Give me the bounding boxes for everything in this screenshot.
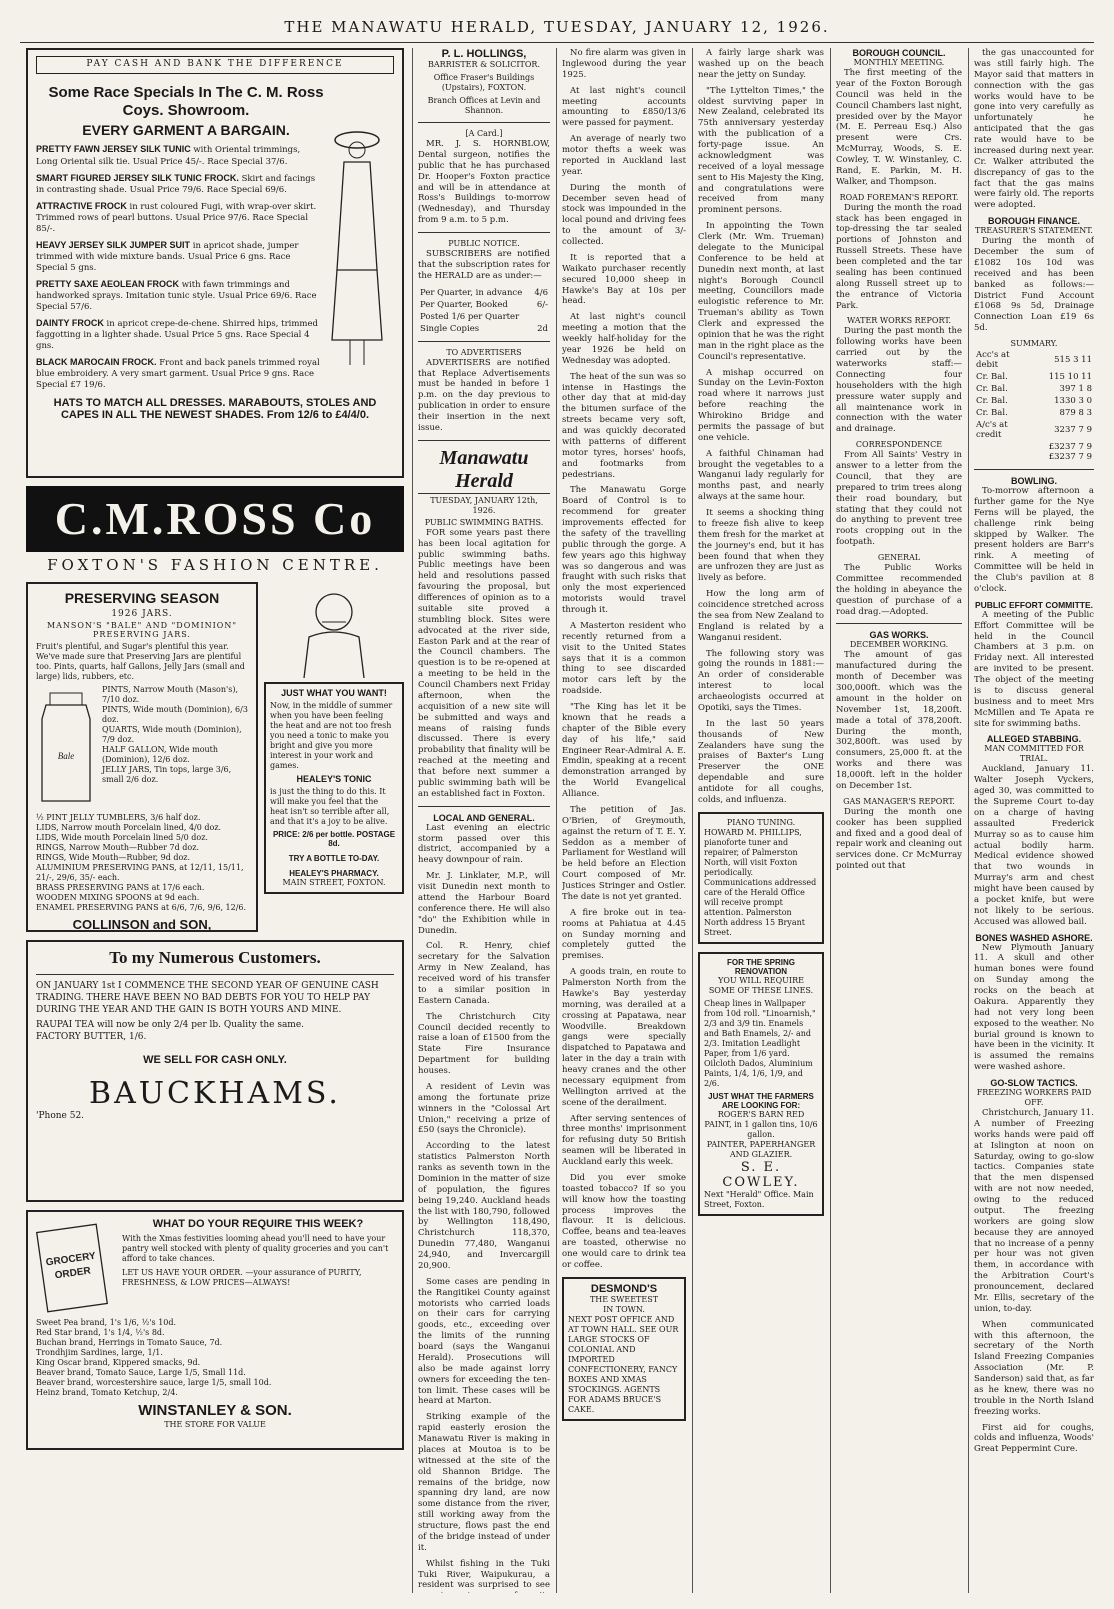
tuning-ad [698, 812, 824, 944]
news-paragraph: It is reported that a Waikato purchaser recently secured 10,000 sheep in Hawke's Bay at 10s per head. [562, 252, 686, 307]
news-paragraph: A faithful Chinaman had brought the vegetables to a Wanganui lady regularly for months past, and nearly always at the same hour. [698, 448, 824, 503]
ad-line: King Oscar brand, Kippered smacks, 9d. [36, 1358, 201, 1367]
news-paragraph: "The Lyttelton Times," the oldest surviving paper in New Zealand, celebrated its 75th anniversary yesterday with the publication of a forty-page issue. An acknowledgment was received of a loyal message sent to His Majesty the King, and congratulations were received from many prominent persons. [698, 85, 824, 216]
sub-heading: WATER WORKS REPORT. [846, 316, 952, 326]
advertisers-title: TO ADVERTISERS [446, 347, 522, 357]
news-paragraph: From All Saints' Vestry in answer to a letter from the Council, that they are prepared to trim trees along their road boundary, but stating that they could not do anything to prevent tree roots cropping out in the footpath. [836, 450, 962, 548]
desmond-ad [562, 1277, 686, 1421]
table-row: Cr. Bal. 397 1 8 [976, 384, 1092, 394]
section-sub: DECEMBER WORKING. [849, 640, 949, 650]
ad-line: LIDS, Narrow mouth Porcelain lined, 4/0 doz. [36, 822, 222, 832]
news-paragraph: "The King has let it be known that he reads a chapter of the Bible every day of his life," said Engineer Rear-Admiral A. E. Emdin, speaking at a recent demonstration arranged by the World Evangelical Alliance. [562, 702, 686, 799]
ad-body: is just the thing to do this. It will make you feel that the heat isn't so terrible after all, and that it's a joy to be alive. [270, 787, 390, 826]
ad-line: Trondhjim Sardines, large, 1/1. [36, 1348, 163, 1357]
news-paragraph: At last night's council meeting a motion that the weekly half-holiday for the year 1926 be held on Wednesday was adopted. [562, 312, 686, 366]
notice-body: SUBSCRIBERS are notified that the subscription rates for the HERALD are as under:— [418, 249, 550, 281]
ad-line: ALUMINIUM PRESERVING PANS, at 12/11, 15/11, 21/-, 29/6, 35/- each. [36, 862, 244, 882]
section-title: GO-SLOW TACTICS. [990, 1078, 1078, 1088]
ad-item: PRETTY FAWN JERSEY SILK TUNIC with Oriental trimmings, Long Oriental silk tie. Usual Price 45/-. Race Special 37/6. [36, 144, 301, 167]
news-paragraph: During the month one cooker has been supplied and fixed and a good deal of repair work and cleaning out services done. Cr McMurray pointed out that [836, 806, 962, 872]
sub-heading: ROAD FOREMAN'S REPORT. [839, 192, 959, 202]
news-paragraph: The Public Works Committee recommended the holding in abeyance the question of purchase of a road drag.—Adopted. [836, 563, 962, 617]
divider [418, 122, 550, 123]
ad-office: Office Fraser's Buildings (Upstairs), FOXTON. [433, 73, 535, 92]
ad-product: HEALEY'S TONIC [296, 774, 372, 784]
news-paragraph: During the past month the following works have been carried out by the waterworks staff:—Connecting four householders with the high pressure water supply and all maintenance work in connection with the water and drainage. [836, 326, 962, 435]
ad-name: WINSTANLEY & SON. [138, 1402, 292, 1419]
ad-body: HOWARD M. PHILLIPS, pianoforte tuner and repairer, of Palmerston North, will visit Foxton periodically. Communications addressed care of the Herald Office will receive prompt attention. Palmerston North address 15 Bryant Street. [704, 827, 817, 937]
ad-item: DAINTY FROCK in apricot crepe-de-chene. Shirred hips, trimmed faggotting in a lighter shade. Usual Price 5 gns. Race Special 4 gns. [36, 318, 318, 352]
news-paragraph: The petition of Jas. O'Brien, of Greymouth, against the return of T. E. Y. Seddon as a member of Parliament for Westland will be held before an Election Court composed of Mr. Justices Stringer and Ostler. The date is not yet granted. [562, 804, 686, 902]
ad-name: P. L. HOLLINGS, [441, 48, 527, 60]
news-paragraph: The Christchurch City Council decided recently to raise a loan of £1500 from the State Fire Insurance Department for building houses. [418, 1011, 550, 1076]
editorial-body: FOR some years past there has been local agitation for public swimming baths. Public meetings have been held and resolutions passed favouring the proposal, but differences of opinion as to a suitable site proved a stumbling block. Sites were advocated at the river side, Easton Park and at the rear of the Council chambers. The question is to be re-opened at a meeting to be held in the Council Chambers next Friday afternoon, when the acquisition of a new site will be submitted and ways and means of raising funds discussed. There is every probability that finality will be reached at the meeting and that before next summer a public swimming bath will be an established fact in Foxton. [418, 527, 550, 799]
nameplate: Manawatu Herald [418, 447, 550, 494]
ad-footer: HATS TO MATCH ALL DRESSES. MARABOUTS, STOLES AND CAPES IN ALL THE NEWEST SHADES. From 12/6 to £4/4/0. [53, 397, 377, 422]
ads-column [26, 48, 404, 1450]
ad-title: PRESERVING SEASON [64, 590, 220, 606]
table-row: Acc's at debit 515 3 11 [976, 350, 1092, 370]
ad-body: ROGER'S BARN RED PAINT, in 1 gallon tins, 10/6 gallon. [704, 1109, 818, 1139]
column-rule [412, 48, 413, 1593]
section-sub: FREEZING WORKERS PAID OFF. [976, 1088, 1092, 1107]
pharmacist-illustration [264, 582, 404, 678]
news-paragraph: An average of nearly two motor thefts a week was reported in Auckland last year. [562, 134, 686, 177]
ad-tagline: THE STORE FOR VALUE [164, 1420, 266, 1429]
news-paragraph: The following story was going the rounds in 1881:—An order of considerable interest to local archaeologists occurred at Opotiki, says the Times. [698, 648, 824, 713]
ad-line: BRASS PRESERVING PANS at 17/6 each. [36, 882, 205, 892]
notice-title: PUBLIC NOTICE. [448, 239, 520, 248]
section-title: PUBLIC EFFORT COMMITTE. [974, 599, 1094, 610]
section-title: BONES WASHED ASHORE. [975, 932, 1093, 943]
column-3 [562, 48, 686, 1593]
ad-body: ON JANUARY 1st I COMMENCE THE SECOND YEAR OF GENUINE CASH TRADING. THERE HAVE BEEN NO BAD DEBTS FOR YOU TO HELP PAY DURING THE YEAR AND THE GAIN IS BOTH YOURS AND MINE. [36, 981, 379, 1015]
ad-sub: IN TOWN. [603, 1304, 645, 1314]
svg-text:ORDER: ORDER [54, 1265, 92, 1282]
winstanley-ad [26, 1210, 404, 1450]
ad-line: PINTS, Narrow Mouth (Mason's), 7/10 doz. [102, 684, 238, 704]
column-rule [692, 48, 693, 1593]
ad-line: LIDS, Wide mouth Porcelain lined 5/0 doz. [36, 832, 208, 842]
news-paragraph: At last night's council meeting accounts amounting to £850/13/6 were passed for payment. [562, 85, 686, 129]
ad-body: With the Xmas festivities looming ahead you'll need to have your pantry well stocked with plenty of quality groceries and you can't afford to take chances. [122, 1234, 389, 1263]
section-title: ALLEGED STABBING. [986, 734, 1082, 745]
news-paragraph: New Plymouth January 11. A skull and other human bones were found on Sunday among the rocks on the beach at Oakura. Apparently they had not very long been exposed to the weather. No burial ground is known to have been in the vicinity. It is assumed the remains were washed ashore. [974, 942, 1094, 1073]
divider [418, 232, 550, 233]
news-paragraph: Col. R. Henry, chief secretary for the Salvation Army in New Zealand, has received word of his transfer to a similar position in Eastern Canada. [418, 941, 550, 1006]
ross-fashion-ad [26, 48, 404, 478]
ad-title: PIANO TUNING. [726, 817, 796, 827]
news-paragraph: A goods train, en route to Palmerston North from the Hawke's Bay yesterday morning, was derailed at a crossing at Papatawa, near Woodville. Breakdown gangs were specially dispatched to Papatawa and later in the day a train with heavy cranes and the other necessary equipment from Wellington arrived at the scene of the derailment. [562, 967, 686, 1108]
news-paragraph: The amount of gas manufactured during the month of December was 300,000ft. which was the amount in the holder on November 1st, 18,200ft. made a total of 378,200ft. During the month, 302,800ft. was used by consumers, 25,000 ft. at the works and there was 18,000ft. left in the holder on December 1st. [836, 650, 962, 791]
ad-title: BARRISTER & SOLICITOR. [427, 60, 540, 69]
column-6 [974, 48, 1094, 1593]
news-paragraph: No fire alarm was given in Inglewood during the year 1925. [562, 48, 686, 80]
sub-heading: GAS MANAGER'S REPORT. [843, 796, 955, 806]
section-title: BOROUGH COUNCIL. [852, 48, 946, 58]
table-row: Per Quarter, Booked 6/- [420, 299, 548, 310]
news-paragraph: It seems a shocking thing to freeze fish alive to keep them fresh for the market at the journey's end, but it has been found that when they are unfrozen they are just as lively as before. [698, 508, 824, 584]
table-row: Cr. Bal. 1330 3 0 [976, 396, 1092, 406]
section-sub: MAN COMMITTED FOR TRIAL. [984, 744, 1084, 764]
news-paragraph: According to the latest statistics Palmerston North ranks as seventh town in the Dominion in the matter of size of population, the figures being 19,240. Auckland heads the list with 180,790, followed by Wellington 118,490, Christchurch 118,370, Dunedin 77,480, Wanganui 24,940, and Invercargill 20,900. [418, 1141, 550, 1271]
column-4 [698, 48, 824, 1593]
ross-logo: C.M.ROSS Co [26, 486, 404, 552]
ad-title: FOR THE SPRING RENOVATION [726, 957, 795, 976]
ad-order: LET US HAVE YOUR ORDER. —your assurance of PURITY, FRESHNESS, & LOW PRICES—ALWAYS! [122, 1268, 362, 1287]
news-paragraph: First aid for coughs, colds and influenza, Woods' Great Peppermint Cure. [974, 1422, 1094, 1455]
ad-trade: PAINTER, PAPERHANGER AND GLAZIER. [706, 1139, 816, 1159]
ad-price: PRICE: 2/6 per bottle. POSTAGE 8d. [272, 830, 396, 848]
news-paragraph: A mishap occurred on Sunday on the Levin-Foxton road where it narrows just before reaching the Whirokino Bridge and permits the passage of but one vehicle. [698, 367, 824, 443]
ad-line: RINGS, Narrow Mouth—Rubber 7d doz. [36, 842, 199, 852]
ad-line: Red Star brand, 1's 1/4, ½'s 8d. [36, 1328, 165, 1337]
ross-tagline: FOXTON'S FASHION CENTRE. [47, 556, 383, 574]
ad-line: RINGS, Wide Mouth—Rubber, 9d doz. [36, 852, 191, 862]
ad-sub: THE SWEETEST [589, 1294, 659, 1304]
ad-branch: Branch Offices at Levin and Shannon. [427, 96, 541, 115]
card-label: [A Card.] [465, 129, 503, 138]
news-paragraph: The Manawatu Gorge Board of Control is to recommend for greater improvements effected for the safety of the travelling public through the gorge. A few years ago this highway was so dangerous and was fraught with such risks that only the most experienced motorists would travel through it. [562, 485, 686, 615]
section-sub: MONTHLY MEETING. [853, 58, 945, 67]
ad-line: JELLY JARS, Tin tops, large 3/6, small 2/6 doz. [102, 764, 232, 784]
news-paragraph: In the last 50 years thousands of New Zealanders have sung the praises of Baxter's Lung Preserver the ONE dependable and sure antidote for all coughs, colds, and influenza. [698, 718, 824, 805]
table-row: Per Quarter, in advance 4/6 [420, 287, 548, 298]
news-paragraph: A fire broke out in tea-rooms at Pahiatua at 4.45 on Sunday morning and completely gutted the premises. [562, 907, 686, 962]
ad-line: FACTORY BUTTER, 1/6. [36, 1032, 147, 1043]
ad-item: HEAVY JERSEY SILK JUMPER SUIT in apricot shade, jumper trimmed with wide mixture bands. Usual Price 6 gns. Race Special 5 gns. [36, 239, 299, 273]
collinson-ad [26, 582, 258, 932]
news-paragraph: the gas unaccounted for was still fairly high. The Mayor said that matters in connection with the gas works would have to be gone into very carefully as unfortunately he anticipated that the gas rate would have to be increased during next year. Cr. Walker attributed the discrepancy of gas to the fact that the gas mains were fairly old. The reports were adopted. [974, 48, 1094, 211]
masthead: THE MANAWATU HERALD, TUESDAY, JANUARY 12, 1926. [20, 18, 1094, 43]
divider [36, 974, 394, 975]
cowley-ad [698, 952, 824, 1216]
bauckhams-ad [26, 940, 404, 1202]
news-paragraph: During the month the road stack has been engaged in top-dressing the tar sealed portions of Johnston and Russell Streets. These have been completed and the tar sealing has been continued along Russell street up to the entrance of Victoria Park. [836, 202, 962, 311]
ad-name: COLLINSON and SON, [72, 916, 212, 932]
news-paragraph: To-morrow afternoon a further game for the Nye Ferns will be played, the challenge rink being skipped by Walker. The present holders are Barr's rink. A meeting of Committee will be held in the Club's pavilion at 8 o'clock. [974, 486, 1094, 594]
editorial-title: PUBLIC SWIMMING BATHS. [424, 517, 544, 527]
ad-line: Beaver brand, worcestershire sauce, large 1/5, small 10d. [36, 1378, 272, 1387]
ad-sub: 1926 JARS. [111, 608, 173, 619]
news-paragraph: Did you ever smoke toasted tobacco? If so you will know how the toasting process improves the flavour. It is delicious. Coffee, beans and tea-leaves are toasted, otherwise no one would care to drink tea or coffee. [562, 1172, 686, 1270]
ad-title: To my Numerous Customers. [109, 948, 321, 967]
divider [418, 806, 550, 807]
news-paragraph: A fairly large shark was washed up on the beach near the jetty on Sunday. [698, 48, 824, 80]
ad-line: WOODEN MIXING SPOONS at 9d each. [36, 892, 200, 902]
ad-headline: Some Race Specials In The C. M. Ross Coys. Showroom. [48, 83, 324, 119]
ad-subheadline: EVERY GARMENT A BARGAIN. [82, 121, 290, 138]
ad-body: Cheap lines in Wallpaper from 10d roll. "Linoarnish," 2/3 and 3/9 tin. Enamels and Bath Enamels, 2/- and 2/3. Imitation Leadlight Paper, from 1/6 yard. Oilcloth Dados, Aluminium Paints, 1/4, 1/6, 1/9, and 2/6. [704, 998, 816, 1088]
ad-title: DESMOND'S [590, 1282, 658, 1295]
table-row: Posted 1/6 per Quarter [420, 311, 520, 322]
ad-line: Heinz brand, Tomato Ketchup, 2/4. [36, 1388, 178, 1397]
news-paragraph: Auckland, January 11. Walter Joseph Vyckers, aged 30, was committed to the Supreme Court to-day on a charge of having assaulted Frederick Murray so as to cause him actual bodily harm. Medical evidence showed that two wounds in Murray's arm and chest might have been caused by a pocket knife, but were not likely to be serious. Accused was allowed bail. [974, 764, 1094, 927]
news-paragraph: Whilst fishing in the Tuki Tuki River, Waipukurau, a resident was surprised to see [418, 1558, 550, 1591]
news-paragraph: After serving sentences of three months' imprisonment for refusing duty 50 British seamen will be liberated in Auckland early this week. [562, 1113, 686, 1167]
ad-sub: JUST WHAT THE FARMERS ARE LOOKING FOR: [708, 1091, 814, 1110]
news-paragraph: During the month of December seven head of stock was impounded in the local pound and driving fees to the amount of 3/- collected. [562, 182, 686, 247]
news-paragraph: Christchurch, January 11. A number of Freezing works hands were paid off at Islington at noon on Saturday, owing to go-slow tactics. Companies state that the men dispensed with are not now needed, owing to the reduced output. The freezing workers are going slow because they are annoyed that no increase of a penny per hour was not given them, in accordance with the Arbitration Court's pronouncement, declared Mr. Ellis, secretary of the union, to-day. [974, 1108, 1094, 1314]
ad-body: NEXT POST OFFICE AND AT TOWN HALL. SEE OUR LARGE STOCKS OF COLONIAL AND IMPORTED CONFECTIONERY, FANCY BOXES AND XMAS STOCKINGS. AGENTS FOR ADAMS BRUCE'S CAKE. [568, 1314, 679, 1414]
ad-name: S. E. COWLEY. [722, 1159, 800, 1190]
ad-intro: Fruit's plentiful, and Sugar's plentiful this year. We've made sure that Preserving Jars are plentiful too. Pints, quarts, half Gallons, Jelly Jars (small and large) lids, rubbers, etc. [36, 641, 245, 681]
divider [836, 623, 962, 624]
news-paragraph: In appointing the Town Clerk (Mr. Wm. Trueman) delegate to the Municipal Conference to be held at Dunedin next month, at last night's Borough Council meeting, Councillors made eulogistic reference to Mr. Trueman's ability as Town Clerk and expressed the opinion that he was the right man in the right place as the Council's representative. [698, 221, 824, 362]
grocery-illustration [36, 1218, 116, 1318]
news-paragraph: How the long arm of coincidence stretched across the sea from New Zealand to England is related by a Wanganui resident. [698, 589, 824, 643]
section-title: GAS WORKS. [869, 630, 929, 641]
divider [974, 469, 1094, 470]
section-title: BOWLING. [1011, 476, 1057, 486]
ad-banner: PAY CASH AND BANK THE DIFFERENCE [36, 56, 394, 74]
ad-line: ENAMEL PRESERVING PANS at 6/6, 7/6, 9/6, 12/6. [36, 902, 247, 912]
news-paragraph: During the month of December the sum of £1082 10s 10d was received and has been banked as follows:—District Fund Account £1068 9s 5d, Drainage Connection Loan £19 6s 5d. [974, 236, 1094, 334]
sub-heading: SUMMARY. [1010, 339, 1058, 348]
svg-text:GROCERY: GROCERY [45, 1250, 97, 1269]
table-row: Single Copies 2d [420, 323, 548, 334]
ad-line: ½ PINT JELLY TUMBLERS, 3/6 half doz. [36, 812, 201, 822]
ad-line: PINTS, Wide mouth (Dominion), 6/3 doz. [102, 704, 248, 724]
divider [418, 440, 550, 441]
news-paragraph: A resident of Levin was among the fortunate prize winners in the "Colossal Art Union," receiving a prize of £50 (says the Chronicle). [418, 1081, 550, 1136]
section-sub: TREASURER'S STATEMENT. [975, 226, 1093, 236]
news-paragraph: When communicated with this afternoon, the secretary of the North Island Freezing Companies Association (Mr. P. Sanderson) said that, as far as he knew, there was no trouble in the North Island freezing works. [974, 1319, 1094, 1417]
advertisers-body: ADVERTISERS are notified that Replace Advertisements must be handed in before 1 p.m. on the day previous to publication in order to ensure their insertion in the next issue. [418, 357, 550, 433]
column-2 [418, 48, 550, 1593]
summary-table [974, 349, 1094, 463]
healey-ad [264, 682, 404, 894]
ad-line: Beaver brand, Tomato Sauce, Large 1/5, Small 11d. [36, 1368, 246, 1377]
ad-item: PRETTY SAXE AEOLEAN FROCK with fawn trimmings and handworked sprays. Imitation tunic style. Usual Price 69/6. Race Special 57/6. [36, 278, 317, 313]
column-rule [556, 48, 557, 1593]
ad-phone: 'Phone 52. [36, 1110, 85, 1121]
column-rule [968, 48, 969, 1593]
section-title: LOCAL AND GENERAL. [433, 812, 535, 823]
section-title: BOROUGH FINANCE. [988, 216, 1080, 227]
table-row: Cr. Bal. 115 10 11 [976, 372, 1092, 382]
ad-line: HALF GALLON, Wide mouth (Dominion), 12/6 doz. [102, 744, 219, 764]
ad-street: MAIN STREET, FOXTON. [282, 878, 386, 887]
ad-line: QUARTS, Wide mouth (Dominion), 7/9 doz. [102, 724, 242, 744]
table-row: A/c's at credit 3237 7 9 [976, 420, 1092, 440]
news-paragraph: A Masterton resident who recently returned from a visit to the United States says that it is a common thing to see discarded motor cars left by the roadside. [562, 620, 686, 697]
ad-title: JUST WHAT YOU WANT! [281, 688, 387, 698]
ad-cta: TRY A BOTTLE TO-DAY. [288, 854, 380, 863]
ad-cta: WE SELL FOR CASH ONLY. [143, 1053, 287, 1066]
ad-title: WHAT DO YOUR REQUIRE THIS WEEK? [152, 1218, 364, 1230]
dateline: TUESDAY, JANUARY 12th, 1926. [430, 495, 538, 515]
ad-body: Now, in the middle of summer when you have been feeling the heat and are not too fresh you need a tonic to make you bright and give you more interest in your work and games. [270, 701, 393, 770]
fashion-illustration [322, 120, 392, 370]
ad-line: Buchan brand, Herrings in Tomato Sauce, 7d. [36, 1338, 223, 1347]
news-paragraph: The heat of the sun was so intense in Hastings the other day that at mid-day the bitumen surface of the streets became very soft, and was quickly decorated with patterns of different motor tyres, horses' hoofs, and footmarks from pedestrians. [562, 371, 686, 480]
news-paragraph: The first meeting of the year of the Foxton Borough Council was held in the Council Chambers last night, presided over by the Mayor (M. E. Perreau Esq.) Also present were Crs. McMurray, Woods, S. E. Cowley, T. W. Winstanley, C. Rand, E. Parkin, M. H. Walker, and Thompson. [836, 68, 962, 187]
table-row: £3237 7 9 £3237 7 9 [1048, 442, 1092, 462]
news-paragraph: Striking example of the rapid easterly erosion the Manawatu River is making in places at Moutoa is to be witnessed at the site of the old Shannon Bridge. The remains of the bridge, now spanning dry land, are now some distance from the river, still working away from the structure, flows past the end of the bridge instead of under it. [418, 1412, 550, 1553]
sub-heading: CORRESPONDENCE [855, 440, 943, 450]
ad-item: BLACK MAROCAIN FROCK. Front and back panels trimmed royal blue embroidery. A very smart garment. Usual Price 9 gns. Race Special £7 19/6. [36, 357, 320, 391]
ad-line: Sweet Pea brand, 1's 1/6, ½'s 10d. [36, 1318, 177, 1327]
ad-item: ATTRACTIVE FROCK in rust coloured Fugi, with wrap-over skirt. Trimmed rows of pearl buttons. Usual Price 97/6. Race Special 85/-. [36, 200, 317, 234]
news-paragraph: A meeting of the Public Effort Committee will be held in the Council Chambers at 3 p.m. on Friday next. All interested are invited to be present. The object of the meeting is to discuss general business and to meet Mrs McMillen and Te Apata re site for swimming baths. [974, 609, 1094, 729]
svg-text:Bale: Bale [57, 750, 75, 761]
news-paragraph: Some cases are pending in the Rangitikei County against motorists who carried loads on their cars for carrying goods, etc., exceeding over the limits of the running board (says the Wanganui Herald). Prosecutions will also be made against lorry owners for exceeding the ten-ton limit. These cases will be heard at Marton. [418, 1276, 550, 1407]
sub-heading: GENERAL [877, 553, 921, 562]
column-rule [830, 48, 831, 1593]
table-row: Cr. Bal. 879 8 3 [976, 408, 1092, 418]
ad-addr: Next "Herald" Office. Main Street, Foxton. [704, 1189, 814, 1209]
ad-name: BAUCKHAMS. [89, 1075, 341, 1111]
divider [418, 341, 550, 342]
ad-line: RAUPAI TEA will now be only 2/4 per lb. Quality the same. [36, 1020, 305, 1031]
news-paragraph: Last evening an electric storm passed over this district, accompanied by a heavy downpour of rain. [418, 822, 550, 866]
ad-item: SMART FIGURED JERSEY SILK TUNIC FROCK. Skirt and facings in contrasting shade. Usual Price 79/6. Race Special 69/6. [36, 172, 316, 195]
ad-name: HEALEY'S PHARMACY. [289, 869, 379, 878]
ad-sub: YOU WILL REQUIRE SOME OF THESE LINES. [708, 975, 814, 995]
card-body: MR. J. S. HORNBLOW, Dental surgeon, notifies the public that he has purchased Dr. Hooper's Foxton practice and will be in attendance at Ross's Buildings to-morrow (Wednesday), and Thursday from 9 a.m. to 5 p.m. [418, 139, 550, 226]
rates-table [418, 287, 550, 335]
column-5 [836, 48, 962, 1593]
news-paragraph: Mr. J. Linklater, M.P., will visit Dunedin next month to attend the Harbour Board conference there. He will also "do" the Exhibition while in Dunedin. [418, 871, 550, 936]
jar-illustration [36, 689, 96, 809]
ad-sub: MANSON'S "BALE" AND "DOMINION" PRESERVING JARS. [46, 620, 238, 639]
